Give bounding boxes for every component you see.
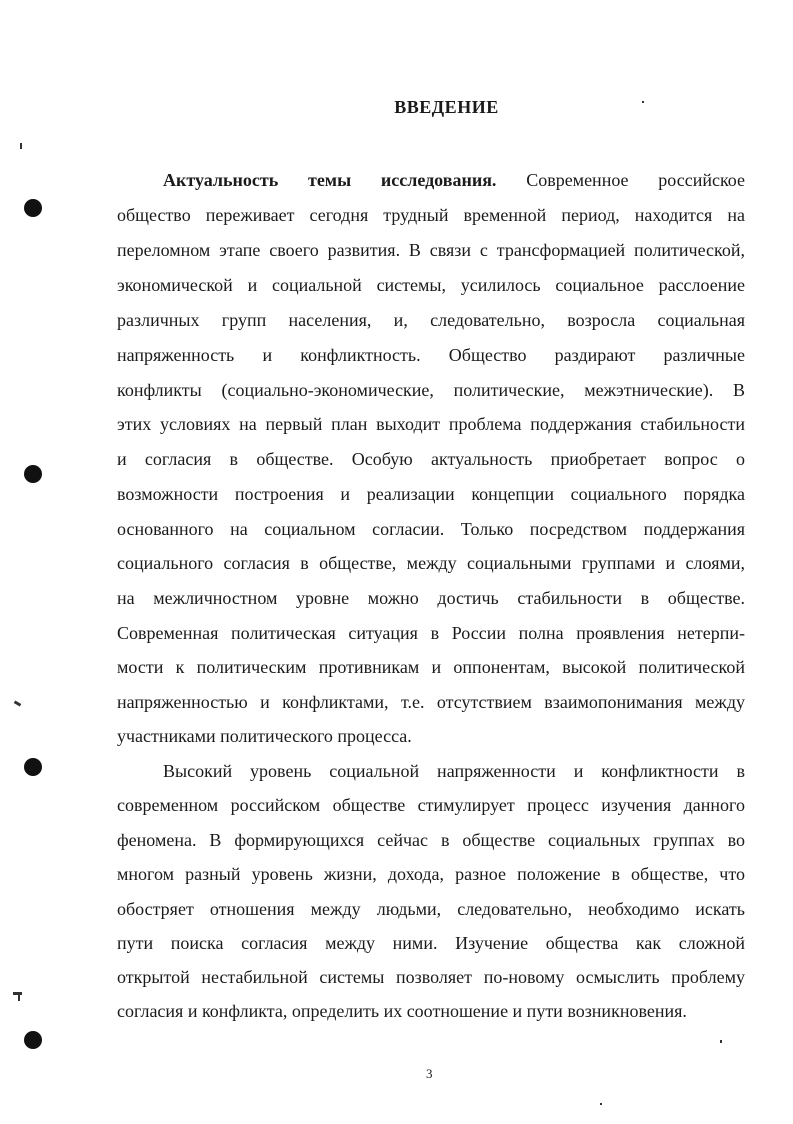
paragraph-line: обостряет отношения между людьми, следовательно, необходимо искать (117, 899, 745, 919)
scan-speck (600, 1103, 602, 1105)
paragraph-line: напряженностью и конфликтами, т.е. отсутствием взаимопонимания между (117, 692, 745, 712)
binder-hole (24, 758, 42, 776)
paragraph-line: открытой нестабильной системы позволяет по-новому осмыслить проблему (117, 967, 745, 987)
paragraph-line: Современная политическая ситуация в России полна проявления нетерпи- (117, 623, 745, 643)
paragraph-line: экономической и социальной системы, усилилось социальное расслоение (117, 275, 745, 295)
paragraph-line: многом разный уровень жизни, дохода, разное положение в обществе, что (117, 864, 745, 884)
line-text: Современное российское (526, 170, 746, 190)
scan-speck (20, 143, 22, 149)
binder-hole (24, 199, 42, 217)
paragraph-line: на межличностном уровне можно достичь стабильности в обществе. (117, 588, 745, 608)
paragraph-line: конфликты (социально-экономические, политические, межэтнические). В (117, 380, 745, 400)
paragraph-line: основанного на социальном согласии. Только посредством поддержания (117, 519, 745, 539)
paragraph-line: напряженность и конфликтность. Общество раздирают различные (117, 345, 745, 365)
paragraph-line: современном российском обществе стимулирует процесс изучения данного (117, 795, 745, 815)
scan-speck (18, 993, 20, 1001)
paragraph-line: согласия и конфликта, определить их соотношение и пути возникновения. (117, 1001, 687, 1021)
page-number: 3 (426, 1066, 433, 1081)
paragraph-line: пути поиска согласия между ними. Изучение общества как сложной (117, 933, 745, 953)
paragraph-line: участниками политического процесса. (117, 726, 412, 746)
paragraph-line: социального согласия в обществе, между социальными группами и слоями, (117, 553, 745, 573)
scan-speck (14, 700, 22, 706)
paragraph-line: мости к политическим противникам и оппонентам, высокой политической (117, 657, 745, 677)
paragraph-line (163, 168, 745, 192)
binder-hole (24, 1031, 42, 1049)
paragraph-line: общество переживает сегодня трудный временной период, находится на (117, 205, 745, 225)
paragraph-line: различных групп населения, и, следовательно, возросла социальная (117, 310, 745, 330)
binder-hole (24, 465, 42, 483)
paragraph-line: переломном этапе своего развития. В связи с трансформацией политической, (117, 240, 745, 260)
paragraph-line: Высокий уровень социальной напряженности и конфликтности в (163, 761, 745, 781)
paragraph-line: и согласия в обществе. Особую актуальность приобретает вопрос о (117, 449, 745, 469)
lead-phrase: Актуальность темы исследования. (163, 170, 497, 190)
paragraph-line: этих условиях на первый план выходит проблема поддержания стабильности (117, 414, 745, 434)
page-title: ВВЕДЕНИЕ (394, 97, 499, 117)
paragraph-line: возможности построения и реализации концепции социального порядка (117, 484, 745, 504)
scan-speck (720, 1040, 722, 1043)
paragraph-line: феномена. В формирующихся сейчас в обществе социальных группах во (117, 830, 745, 850)
